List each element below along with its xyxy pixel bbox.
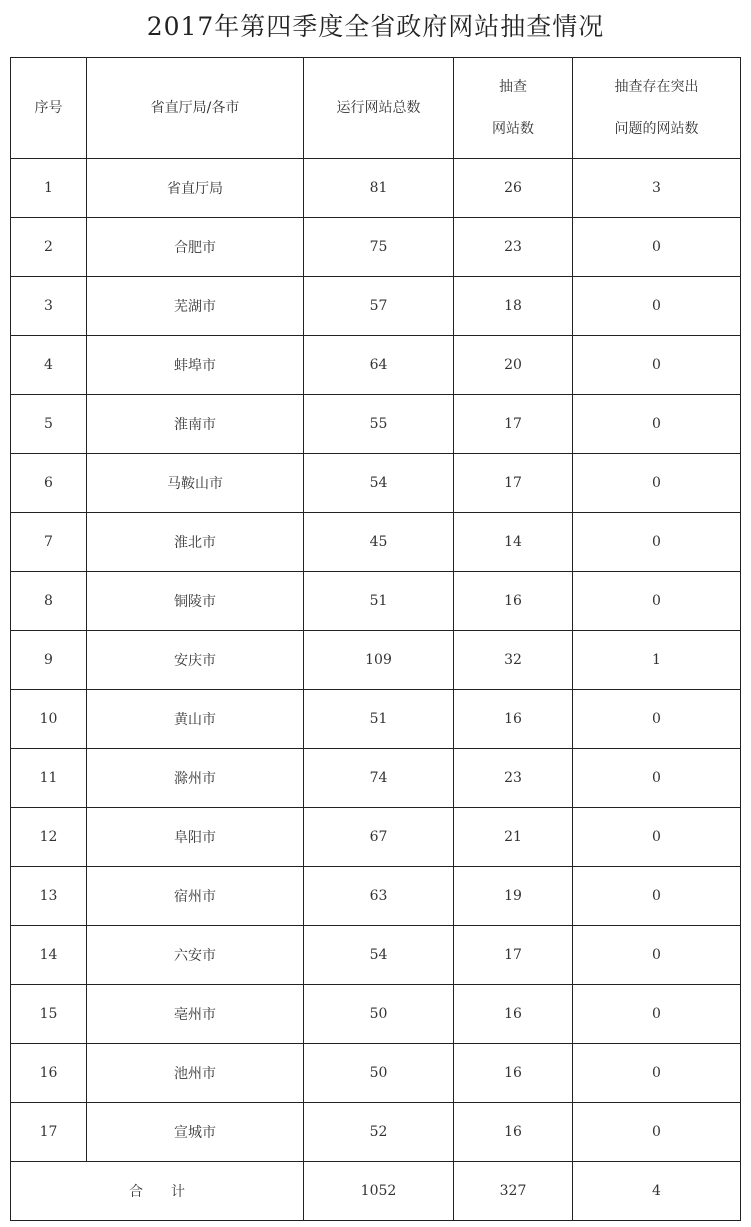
cell-issues: 0 [573, 985, 741, 1044]
cell-index: 5 [11, 395, 87, 454]
cell-index: 17 [11, 1103, 87, 1162]
table-row [11, 159, 741, 218]
cell-index: 8 [11, 572, 87, 631]
cell-total: 63 [304, 867, 454, 926]
cell-sampled: 20 [454, 336, 573, 395]
table-row [11, 631, 741, 690]
cell-index: 3 [11, 277, 87, 336]
cell-unit: 淮北市 [87, 513, 304, 572]
table-row [11, 277, 741, 336]
table-row [11, 1044, 741, 1103]
cell-unit: 宿州市 [87, 867, 304, 926]
cell-sampled: 17 [454, 454, 573, 513]
cell-index: 16 [11, 1044, 87, 1103]
cell-total: 50 [304, 985, 454, 1044]
cell-issues: 0 [573, 218, 741, 277]
footer-label: 合 计 [11, 1162, 304, 1221]
cell-unit: 安庆市 [87, 631, 304, 690]
cell-total: 51 [304, 572, 454, 631]
cell-issues: 0 [573, 277, 741, 336]
cell-issues: 0 [573, 749, 741, 808]
table-row [11, 808, 741, 867]
table-row [11, 867, 741, 926]
table-row [11, 454, 741, 513]
cell-issues: 3 [573, 159, 741, 218]
cell-total: 54 [304, 454, 454, 513]
cell-sampled: 16 [454, 572, 573, 631]
cell-sampled: 16 [454, 1103, 573, 1162]
cell-index: 9 [11, 631, 87, 690]
cell-index: 6 [11, 454, 87, 513]
cell-total: 45 [304, 513, 454, 572]
table-row [11, 395, 741, 454]
cell-sampled: 32 [454, 631, 573, 690]
cell-total: 55 [304, 395, 454, 454]
cell-unit: 芜湖市 [87, 277, 304, 336]
cell-unit: 合肥市 [87, 218, 304, 277]
cell-unit: 宣城市 [87, 1103, 304, 1162]
cell-sampled: 17 [454, 926, 573, 985]
table-row [11, 572, 741, 631]
cell-issues: 0 [573, 572, 741, 631]
cell-issues: 0 [573, 513, 741, 572]
cell-issues: 1 [573, 631, 741, 690]
footer-total: 1052 [304, 1162, 454, 1221]
cell-index: 2 [11, 218, 87, 277]
cell-issues: 0 [573, 690, 741, 749]
cell-sampled: 16 [454, 1044, 573, 1103]
cell-index: 4 [11, 336, 87, 395]
cell-index: 12 [11, 808, 87, 867]
header-index: 序号 [11, 58, 87, 159]
cell-sampled: 23 [454, 749, 573, 808]
table-row [11, 926, 741, 985]
cell-issues: 0 [573, 1044, 741, 1103]
cell-sampled: 17 [454, 395, 573, 454]
page-title: 2017年第四季度全省政府网站抽查情况 [146, 12, 605, 41]
table-row [11, 513, 741, 572]
cell-total: 74 [304, 749, 454, 808]
cell-index: 13 [11, 867, 87, 926]
cell-total: 75 [304, 218, 454, 277]
cell-issues: 0 [573, 395, 741, 454]
cell-sampled: 21 [454, 808, 573, 867]
cell-unit: 池州市 [87, 1044, 304, 1103]
cell-unit: 马鞍山市 [87, 454, 304, 513]
cell-total: 57 [304, 277, 454, 336]
cell-total: 81 [304, 159, 454, 218]
cell-total: 109 [304, 631, 454, 690]
cell-index: 10 [11, 690, 87, 749]
table-row [11, 749, 741, 808]
header-sampled [454, 58, 573, 159]
cell-issues: 0 [573, 454, 741, 513]
cell-sampled: 26 [454, 159, 573, 218]
header-total: 运行网站总数 [304, 58, 454, 159]
table-row [11, 336, 741, 395]
header-issues-line1: 抽查存在突出 [614, 79, 699, 95]
cell-unit: 蚌埠市 [87, 336, 304, 395]
cell-issues: 0 [573, 808, 741, 867]
header-sampled-line2: 网站数 [492, 121, 534, 137]
cell-unit: 滁州市 [87, 749, 304, 808]
table-row [11, 218, 741, 277]
footer-issues: 4 [573, 1162, 741, 1221]
table-row [11, 690, 741, 749]
cell-unit: 淮南市 [87, 395, 304, 454]
cell-sampled: 14 [454, 513, 573, 572]
table-header-row [11, 58, 741, 159]
table-body [11, 159, 741, 1221]
cell-issues: 0 [573, 867, 741, 926]
inspection-table [10, 57, 741, 1221]
header-unit: 省直厅局/各市 [87, 58, 304, 159]
cell-unit: 黄山市 [87, 690, 304, 749]
cell-total: 67 [304, 808, 454, 867]
cell-total: 64 [304, 336, 454, 395]
cell-index: 7 [11, 513, 87, 572]
cell-total: 50 [304, 1044, 454, 1103]
cell-unit: 铜陵市 [87, 572, 304, 631]
table-row [11, 985, 741, 1044]
cell-total: 54 [304, 926, 454, 985]
cell-sampled: 16 [454, 985, 573, 1044]
cell-issues: 0 [573, 1103, 741, 1162]
header-sampled-line1: 抽查 [499, 79, 527, 95]
footer-sampled: 327 [454, 1162, 573, 1221]
header-issues [573, 58, 741, 159]
cell-unit: 阜阳市 [87, 808, 304, 867]
cell-issues: 0 [573, 336, 741, 395]
cell-index: 11 [11, 749, 87, 808]
cell-unit: 亳州市 [87, 985, 304, 1044]
header-issues-line2: 问题的网站数 [614, 121, 699, 137]
cell-index: 1 [11, 159, 87, 218]
cell-sampled: 19 [454, 867, 573, 926]
table-footer-row [11, 1162, 741, 1221]
cell-index: 15 [11, 985, 87, 1044]
cell-sampled: 23 [454, 218, 573, 277]
cell-sampled: 18 [454, 277, 573, 336]
cell-unit: 六安市 [87, 926, 304, 985]
cell-sampled: 16 [454, 690, 573, 749]
cell-issues: 0 [573, 926, 741, 985]
table-row [11, 1103, 741, 1162]
cell-total: 52 [304, 1103, 454, 1162]
cell-unit: 省直厅局 [87, 159, 304, 218]
cell-total: 51 [304, 690, 454, 749]
cell-index: 14 [11, 926, 87, 985]
